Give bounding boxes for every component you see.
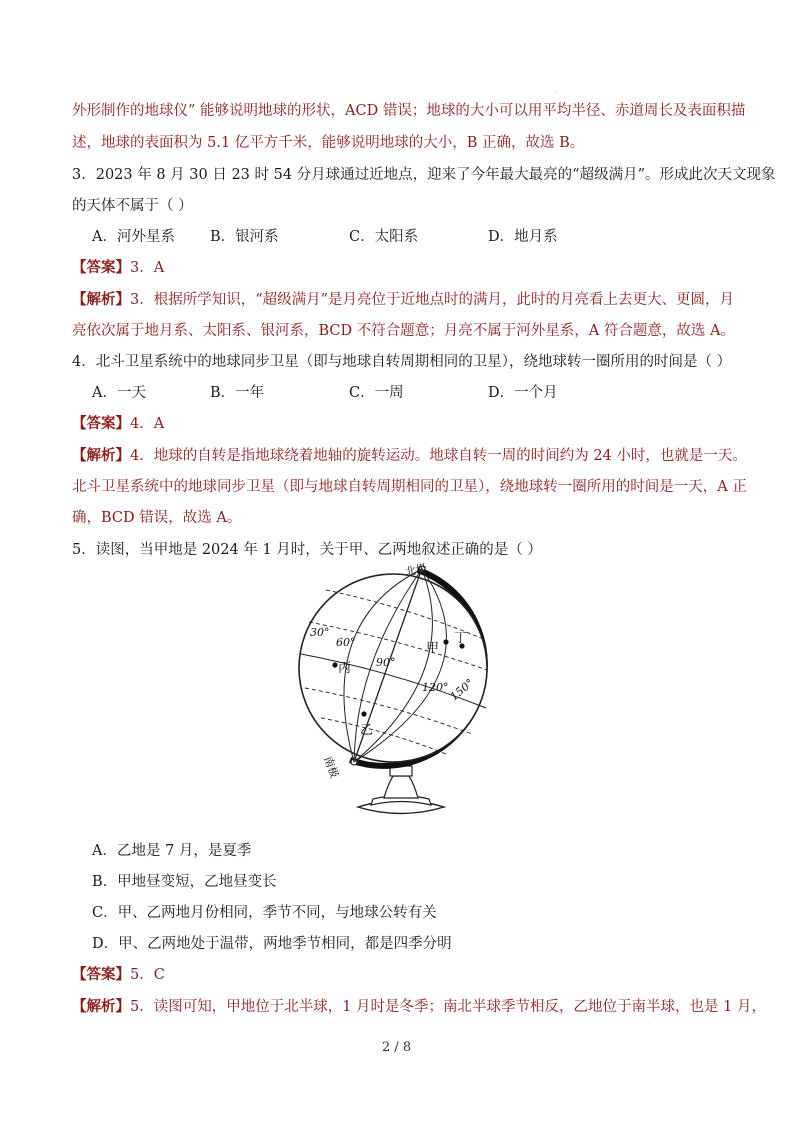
q3-analysis-text1: 3．根据所学知识，“超级满月”是月亮位于近地点时的满月，此时的月亮看上去更大、更圆，月: [130, 292, 735, 308]
label-jia: 甲: [426, 641, 440, 656]
analysis-tag: 【解析】: [72, 291, 130, 308]
label-ding: 丁: [454, 631, 468, 646]
q5-analysis-line1: [72, 997, 766, 1017]
answer-tag: 【答案】: [72, 966, 130, 983]
point-yi: [361, 711, 366, 716]
q4-option-d[interactable]: D．一个月: [488, 385, 558, 401]
q4-option-a[interactable]: A．一天: [92, 385, 146, 401]
q4-analysis-line1: [72, 446, 747, 466]
answer-tag: 【答案】: [72, 415, 130, 432]
label-bing: 丙: [338, 661, 352, 676]
analysis-tag: 【解析】: [72, 447, 130, 464]
q4-answer-value: 4．A: [130, 416, 165, 432]
q4-analysis-line2: 北斗卫星系统中的地球同步卫星（即与地球自转周期相同的卫星），绕地球转一圈所用的时间是一天，A 正: [72, 479, 747, 495]
q4-analysis-text1: 4．地球的自转是指地球绕着地轴的旋转运动。地球自转一周的时间约为 24 小时，也就是一天。: [130, 448, 747, 464]
page-number: 2 / 8: [381, 1040, 412, 1055]
label-lon-30: 30°: [310, 626, 330, 639]
analysis-tag: 【解析】: [72, 998, 130, 1015]
q3-option-c[interactable]: C．太阳系: [349, 229, 419, 245]
scan-speck: ·: [555, 88, 558, 98]
q5-answer-value: 5．C: [130, 967, 165, 983]
q4-option-b[interactable]: B．一年: [210, 385, 265, 401]
q3-analysis-line1: [72, 290, 734, 310]
q3-stem-line1: 3．2023 年 8 月 30 日 23 时 54 分月球通过近地点，迎来了今年最大最亮的“超级满月”。形成此次天文现象: [72, 167, 776, 183]
q4-stem-line1: 4．北斗卫星系统中的地球同步卫星（即与地球自转周期相同的卫星），绕地球转一圈所用的时间是（ ）: [72, 354, 732, 370]
q3-option-a[interactable]: A．河外星系: [92, 229, 175, 245]
q3-analysis-line2: 亮依次属于地月系、太阳系、银河系，BCD 不符合题意；月亮不属于河外星系，A 符合题意，故选 A。: [72, 323, 735, 339]
globe-figure: [296, 562, 506, 837]
label-lon-150: 150°: [447, 676, 477, 704]
label-south-pole: 南极: [321, 754, 341, 780]
q4-option-c[interactable]: C．一周: [349, 385, 404, 401]
q5-option-c[interactable]: C．甲、乙两地月份相同，季节不同，与地球公转有关: [92, 905, 437, 921]
q5-option-b[interactable]: B．甲地昼变短，乙地昼变长: [92, 874, 277, 890]
q3-option-b[interactable]: B．银河系: [210, 229, 279, 245]
label-lon-120: 120°: [422, 681, 449, 694]
q4-analysis-line3: 确，BCD 错误，故选 A。: [72, 510, 242, 526]
prev-explanation-line1: 外形制作的地球仪” 能够说明地球的形状，ACD 错误；地球的大小可以用平均半径、赤道周长及表面积描: [72, 103, 746, 119]
label-yi: 乙: [360, 723, 374, 738]
q3-answer-value: 3．A: [130, 260, 165, 276]
q5-option-a[interactable]: A．乙地是 7 月，是夏季: [92, 843, 252, 859]
q5-answer: [72, 965, 165, 985]
point-jia: [443, 639, 448, 644]
q3-answer: [72, 258, 164, 278]
q5-option-d[interactable]: D．甲、乙两地处于温带，两地季节相同，都是四季分明: [92, 936, 452, 952]
label-lon-60: 60°: [336, 636, 356, 649]
q5-analysis-text1: 5．读图可知，甲地位于北半球，1 月时是冬季；南北半球季节相反，乙地位于南半球，也是 1 月，: [130, 999, 766, 1015]
q4-answer: [72, 414, 164, 434]
globe-stand-neck: [384, 776, 418, 798]
prev-explanation-line2: 述，地球的表面积为 5.1 亿平方千米，能够说明地球的大小，B 正确，故选 B。: [72, 135, 585, 151]
q3-stem-line2: 的天体不属于（ ）: [72, 198, 193, 214]
globe-stand-base: [358, 801, 444, 814]
q3-option-d[interactable]: D．地月系: [488, 229, 558, 245]
label-north-pole: 北极: [403, 562, 429, 579]
label-lon-90: 90°: [376, 656, 396, 669]
q5-stem-line1: 5．读图，当甲地是 2024 年 1 月时，关于甲、乙两地叙述正确的是（ ）: [72, 542, 542, 558]
point-bing: [332, 662, 337, 667]
answer-tag: 【答案】: [72, 259, 130, 276]
